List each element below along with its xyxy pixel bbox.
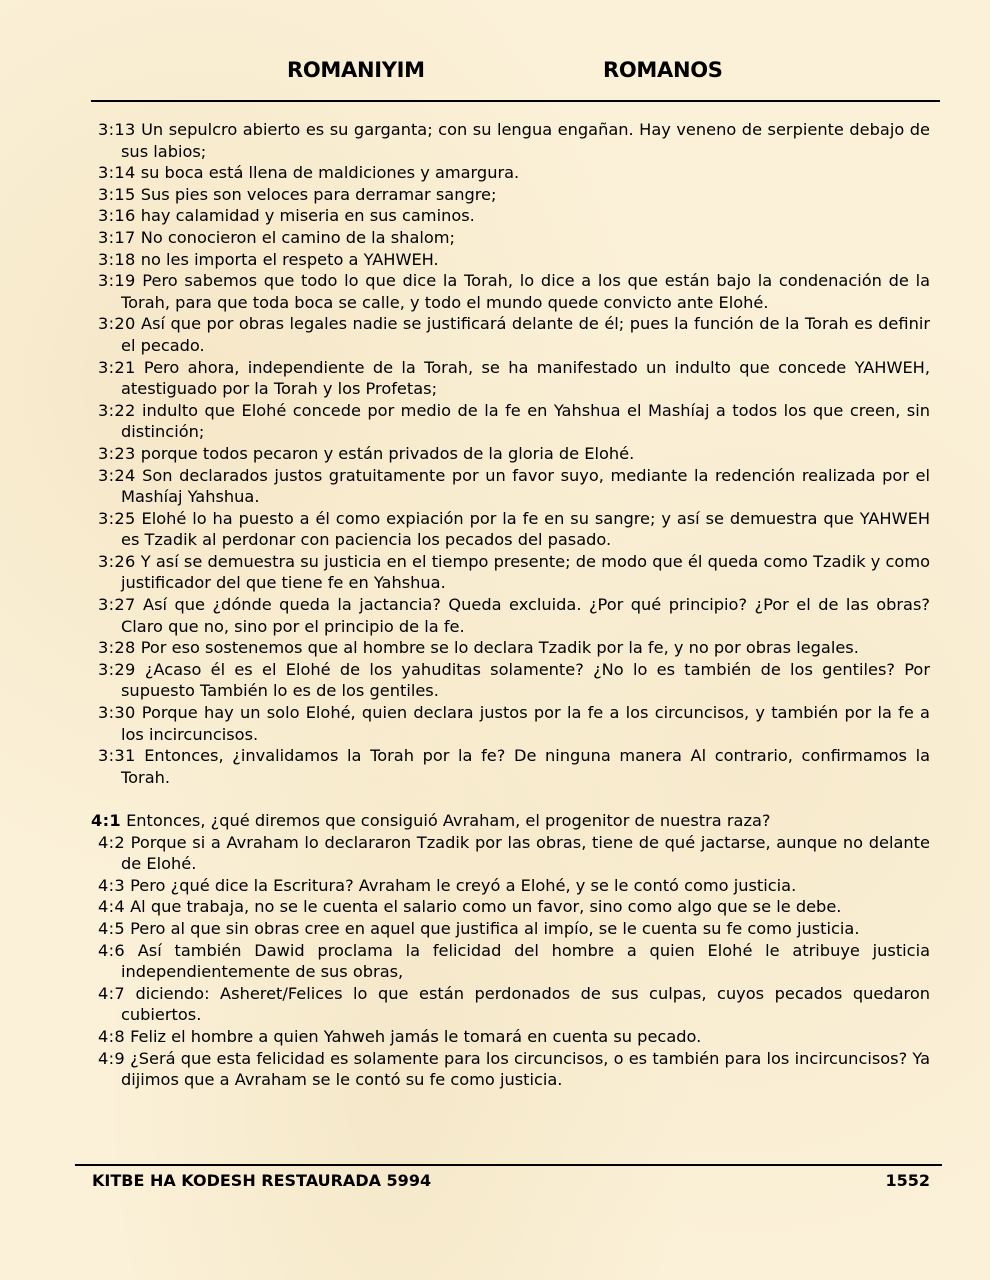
verse <box>98 1026 930 1048</box>
scripture-text <box>91 119 931 1091</box>
page-number: 1552 <box>885 1171 930 1190</box>
verse-text: Son declarados justos gratuitamente por un favor suyo, mediante la redención realizada por el Mashíaj Yahshua. <box>121 465 930 507</box>
book-title-hebrew: ROMANIYIM <box>287 58 425 82</box>
verse-ref: 3:16 <box>98 206 136 226</box>
header-divider <box>91 100 940 102</box>
verse-ref: 3:20 <box>98 314 136 334</box>
verse <box>98 443 930 465</box>
verse <box>98 745 930 788</box>
verse <box>98 659 930 702</box>
verse-text: Un sepulcro abierto es su garganta; con su lengua engañan. Hay veneno de serpiente debajo de sus labios; <box>121 120 930 161</box>
verse-ref: 4:1 <box>91 811 121 830</box>
verse-ref: 3:14 <box>98 163 136 183</box>
verse <box>98 162 930 184</box>
verse-ref: 3:13 <box>98 120 136 139</box>
verse-ref: 4:3 <box>98 875 125 895</box>
verse-ref: 4:7 <box>98 983 125 1003</box>
verse <box>98 875 930 897</box>
verse-ref: 3:31 <box>98 746 136 766</box>
verse <box>91 810 930 832</box>
verse-text: Entonces, ¿qué diremos que consiguió Avraham, el progenitor de nuestra raza? <box>126 811 771 830</box>
verse-text: diciendo: Asheret/Felices lo que están perdonados de sus culpas, cuyos pecados quedaron cubiertos. <box>121 983 930 1025</box>
verse-ref: 3:30 <box>98 703 136 723</box>
verse-ref: 4:6 <box>98 940 125 960</box>
verse-text: ¿Acaso él es el Elohé de los yahuditas solamente? ¿No lo es también de los gentiles? Por supuesto También lo es de los gentiles. <box>121 659 930 701</box>
verse-ref: 3:15 <box>98 184 136 204</box>
verse <box>98 918 930 940</box>
verse-ref: 4:9 <box>98 1048 125 1068</box>
verse-text: Sus pies son veloces para derramar sangre; <box>140 184 497 204</box>
verse-text: No conocieron el camino de la shalom; <box>140 227 455 247</box>
verse-text: Feliz el hombre a quien Yahweh jamás le tomará en cuenta su pecado. <box>130 1026 702 1046</box>
verse-text: Porque hay un solo Elohé, quien declara justos por la fe a los circuncisos, y también por la fe a los incircuncisos. <box>121 703 930 744</box>
verse-text: Entonces, ¿invalidamos la Torah por la fe? De ninguna manera Al contrario, confirmamos la Torah. <box>121 746 930 787</box>
verse-text: porque todos pecaron y están privados de la gloria de Elohé. <box>140 443 635 463</box>
verse-text: Pero al que sin obras cree en aquel que justifica al impío, se le cuenta su fe como justicia. <box>130 918 860 938</box>
chapter-3-verses <box>98 119 930 788</box>
verse-text: Al que trabaja, no se le cuenta el salario como un favor, sino como algo que se le debe. <box>130 897 842 917</box>
verse-text: no les importa el respeto a YAHWEH. <box>140 249 439 269</box>
verse <box>98 184 930 206</box>
verse-text: Así que por obras legales nadie se justificará delante de él; pues la función de la Torah es definir el pecado. <box>121 314 930 355</box>
verse-ref: 3:29 <box>98 659 136 679</box>
verse <box>98 508 930 551</box>
verse-ref: 4:2 <box>98 832 125 852</box>
verse-ref: 3:28 <box>98 638 136 658</box>
verse <box>98 983 930 1026</box>
verse <box>98 357 930 400</box>
chapter-gap <box>98 788 930 810</box>
verse <box>98 465 930 508</box>
verse-ref: 3:24 <box>98 465 136 485</box>
verse <box>98 594 930 637</box>
verse-ref: 3:23 <box>98 443 136 463</box>
verse <box>98 205 930 227</box>
verse <box>98 637 930 659</box>
verse-ref: 3:18 <box>98 249 136 269</box>
verse <box>98 1048 930 1091</box>
page-header <box>0 58 990 90</box>
verse-ref: 3:25 <box>98 508 136 528</box>
verse <box>98 227 930 249</box>
verse-ref: 4:5 <box>98 918 125 938</box>
verse-text: su boca está llena de maldiciones y amargura. <box>140 163 520 183</box>
verse <box>98 896 930 918</box>
verse <box>98 702 930 745</box>
verse-text: Pero ¿qué dice la Escritura? Avraham le creyó a Elohé, y se le contó como justicia. <box>130 875 797 895</box>
verse <box>98 940 930 983</box>
verse <box>98 832 930 875</box>
chapter-4-verses <box>98 832 930 1091</box>
verse-text: Y así se demuestra su justicia en el tiempo presente; de modo que él queda como Tzadik y como justificador del que tiene fe en Yahshua. <box>121 551 931 593</box>
verse-ref: 3:26 <box>98 551 136 571</box>
verse-ref: 4:8 <box>98 1026 125 1046</box>
verse-ref: 3:21 <box>98 357 136 377</box>
verse-ref: 3:27 <box>98 595 136 615</box>
verse-text: hay calamidad y miseria en sus caminos. <box>140 206 475 226</box>
verse <box>98 119 930 162</box>
verse-text: indulto que Elohé concede por medio de la fe en Yahshua el Mashíaj a todos los que creen, sin distinción; <box>121 400 930 442</box>
book-title-spanish: ROMANOS <box>603 58 723 82</box>
verse-text: Así que ¿dónde queda la jactancia? Queda excluida. ¿Por qué principio? ¿Por el de las obras? Claro que no, sino por el principio de la fe. <box>121 595 930 636</box>
verse-ref: 3:17 <box>98 227 136 247</box>
verse-text: Pero sabemos que todo lo que dice la Torah, lo dice a los que están bajo la condenación de la Torah, para que toda boca se calle, y todo el mundo quede convicto ante Elohé. <box>121 271 930 312</box>
verse-text: Pero ahora, independiente de la Torah, se ha manifestado un indulto que concede YAHWEH, atestiguado por la Torah y los Profetas; <box>121 357 930 399</box>
verse <box>98 313 930 356</box>
verse-text: Elohé lo ha puesto a él como expiación por la fe en su sangre; y así se demuestra que YAHWEH es Tzadik al perdonar con paciencia los pecados del pasado. <box>121 508 931 550</box>
verse-text: ¿Será que esta felicidad es solamente para los circuncisos, o es también para los incircuncisos? Ya dijimos que a Avraham se le contó su fe como justicia. <box>121 1048 930 1090</box>
verse-text: Así también Dawid proclama la felicidad del hombre a quien Elohé le atribuye justicia independientemente de sus obras, <box>121 940 930 982</box>
verse-ref: 3:22 <box>98 400 136 420</box>
verse <box>98 270 930 313</box>
verse-ref: 3:19 <box>98 271 136 291</box>
verse-ref: 4:4 <box>98 897 125 917</box>
verse-text: Porque si a Avraham lo declararon Tzadik por las obras, tiene de qué jactarse, aunque no delante de Elohé. <box>121 832 930 874</box>
verse <box>98 249 930 271</box>
verse <box>98 551 930 594</box>
verse-text: Por eso sostenemos que al hombre se lo declara Tzadik por la fe, y no por obras legales. <box>140 638 859 658</box>
verse <box>98 400 930 443</box>
footer-title: KITBE HA KODESH RESTAURADA 5994 <box>92 1171 432 1190</box>
footer-divider <box>75 1164 942 1166</box>
